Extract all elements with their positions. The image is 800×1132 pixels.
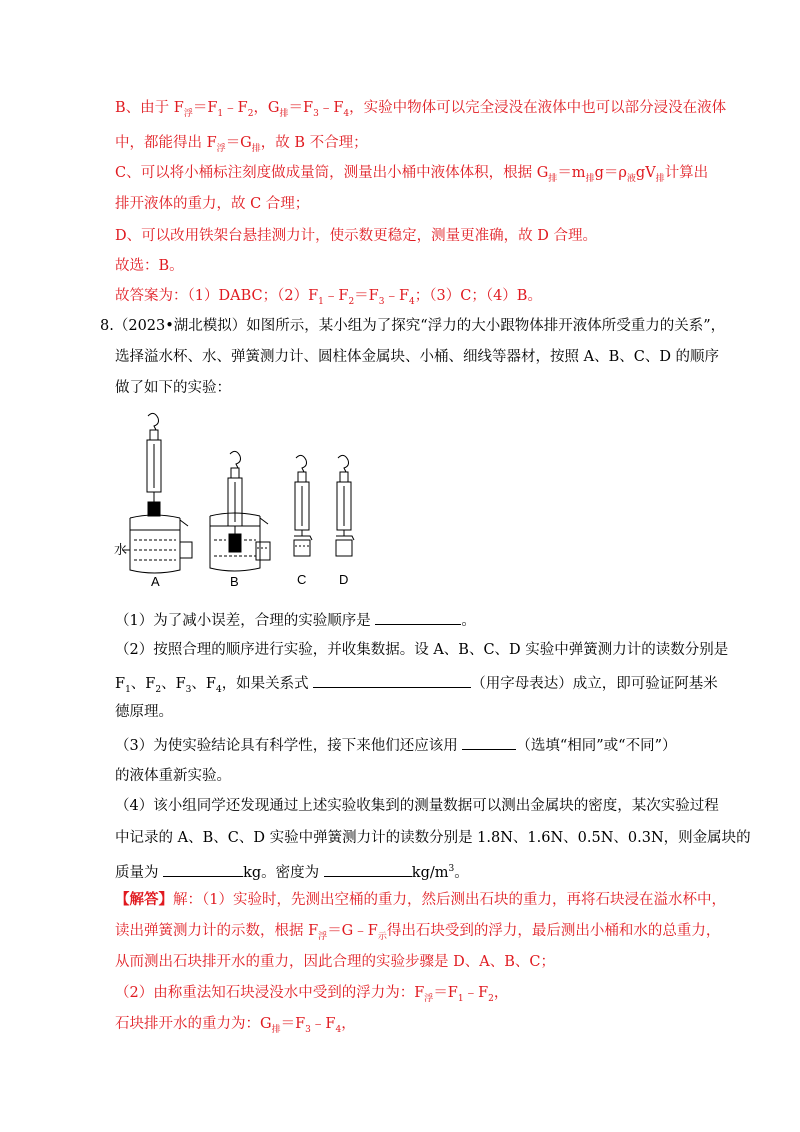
subscript: 3 bbox=[185, 684, 192, 695]
subscript: 排 bbox=[279, 108, 289, 119]
water-label: 水 bbox=[114, 542, 128, 557]
question-part2-line1: （2）按照合理的顺序进行实验，并收集数据。设 A、B、C、D 实验中弹簧测力计的读数分别是 bbox=[115, 642, 729, 658]
question-line3: 做了如下的实验： bbox=[115, 380, 231, 396]
text: ﹣F bbox=[463, 985, 489, 1001]
question-line1 bbox=[100, 316, 725, 336]
text: ，实验中物体可以完全浸没在液体中也可以部分浸没在液体 bbox=[349, 100, 727, 116]
text: kg/m bbox=[411, 864, 449, 881]
subscript: 4 bbox=[343, 108, 350, 119]
subscript: 4 bbox=[335, 1024, 342, 1035]
text: ＝F bbox=[433, 985, 458, 1001]
text: ＝F bbox=[280, 1016, 306, 1032]
subscript: 3 bbox=[313, 108, 319, 119]
text: 、F bbox=[191, 676, 216, 692]
text: 得出石块受到的浮力，最后测出小桶和水的总重力， bbox=[386, 923, 721, 939]
text: 故答案为：（1）DABC；（2）F bbox=[115, 288, 319, 304]
text: gV bbox=[635, 165, 656, 181]
answer-option-d: D、可以改用铁架台悬挂测力计，使示数更稳定，测量更准确，故 D 合理。 bbox=[115, 228, 597, 244]
setup-d bbox=[336, 455, 354, 556]
question-part2-line2 bbox=[115, 672, 718, 700]
text: 。 bbox=[454, 864, 469, 881]
solution-line1 bbox=[115, 890, 726, 910]
text: B、由于 F bbox=[115, 100, 184, 116]
text: ， bbox=[341, 1016, 356, 1032]
solution-line3: 从而测出石块排开水的重力，因此合理的实验步骤是 D、A、B、C； bbox=[115, 954, 555, 970]
subscript: 4 bbox=[215, 684, 222, 695]
text: 、F bbox=[130, 676, 156, 692]
text: kg。密度为 bbox=[243, 864, 320, 881]
subscript: 2 bbox=[488, 993, 494, 1004]
question-part3-line2: 的液体重新实验。 bbox=[115, 768, 231, 784]
answer-option-c-line1 bbox=[115, 163, 708, 189]
subscript: 排 bbox=[548, 173, 558, 184]
question-line2: 选择溢水杯、水、弹簧测力计、圆柱体金属块、小桶、细线等器材，按照 A、B、C、D 的顺序 bbox=[115, 349, 720, 365]
text: （2）由称重法知石块浸没水中受到的浮力为：F bbox=[115, 985, 425, 1001]
subscript: 4 bbox=[409, 296, 415, 307]
subscript: 液 bbox=[626, 173, 636, 184]
answer-final bbox=[115, 286, 542, 312]
question-part3-line1 bbox=[115, 734, 677, 756]
answer-option-b-line1 bbox=[115, 98, 726, 124]
subscript: 排 bbox=[655, 173, 665, 184]
experiment-diagram bbox=[112, 408, 372, 594]
solution-tag: 【解答】 bbox=[115, 891, 173, 908]
subscript: 浮 bbox=[216, 143, 226, 154]
subscript: 2 bbox=[348, 296, 355, 307]
subscript: 排 bbox=[251, 143, 261, 154]
answer-option-b-line2 bbox=[115, 133, 368, 159]
solution-line5 bbox=[115, 1014, 356, 1040]
subscript: 1 bbox=[125, 684, 131, 695]
text: （用字母表达）成立，即可验证阿基米 bbox=[471, 676, 718, 692]
subscript: 排 bbox=[271, 1024, 281, 1035]
text: ＝F bbox=[288, 100, 314, 116]
text: 中，都能得出 F bbox=[115, 135, 217, 151]
text: ，如果关系式 bbox=[221, 676, 309, 692]
text: 计算出 bbox=[664, 165, 709, 181]
subscript: 2 bbox=[247, 108, 254, 119]
text: ＝F bbox=[192, 100, 218, 116]
subscript: 1 bbox=[457, 993, 464, 1004]
text: （2023•湖北模拟）如图所示，某小组为了探究“浮力的大小跟物体排开液体所受重力的关系”， bbox=[113, 318, 726, 334]
solution-line2 bbox=[115, 921, 720, 947]
text: （3）为使实验结论具有科学性，接下来他们还应该用 bbox=[115, 738, 458, 754]
text: ＝F bbox=[354, 288, 379, 304]
figure-label-c: C bbox=[297, 572, 307, 587]
solution-line4 bbox=[115, 983, 508, 1009]
text: ﹣F bbox=[223, 100, 248, 116]
text: g＝ρ bbox=[594, 165, 627, 181]
question-part4-line3 bbox=[115, 859, 469, 883]
answer-blank-3[interactable] bbox=[462, 734, 516, 750]
answer-blank-2[interactable] bbox=[313, 672, 471, 688]
text: 质量为 bbox=[115, 864, 159, 881]
subscript: 3 bbox=[378, 296, 385, 307]
superscript: 3 bbox=[448, 864, 455, 874]
figure-label-d: D bbox=[339, 572, 349, 587]
question-part4-line1: （4）该小组同学还发现通过上述实验收集到的测量数据可以测出金属块的密度，某次实验过程 bbox=[115, 798, 719, 814]
question-part2-line3: 德原理。 bbox=[115, 704, 173, 720]
text: ﹣F bbox=[323, 288, 349, 304]
text: F bbox=[115, 676, 126, 692]
subscript: 排 bbox=[585, 173, 595, 184]
text: ﹣F bbox=[310, 1016, 336, 1032]
question-part1 bbox=[115, 609, 476, 631]
subscript: 3 bbox=[305, 1024, 311, 1035]
subscript: 浮 bbox=[424, 993, 434, 1004]
text: ，故 B 不合理； bbox=[260, 135, 368, 151]
text: 解：（1）实验时，先测出空桶的重力，然后测出石块的重力，再将石块浸在溢水杯中， bbox=[173, 892, 726, 908]
setup-b bbox=[210, 451, 270, 571]
text: （选填“相同”或“不同”） bbox=[516, 738, 677, 754]
setup-a bbox=[122, 413, 192, 573]
question-part4-line2: 中记录的 A、B、C、D 实验中弹簧测力计的读数分别是 1.8N、1.6N、0.5N、0.3N，则金属块的 bbox=[115, 830, 751, 846]
text: （1）为了减小误差，合理的实验顺序是 bbox=[115, 613, 371, 629]
subscript: 浮 bbox=[183, 108, 193, 119]
experiment-figure bbox=[112, 408, 372, 594]
text: ＝G﹣F bbox=[327, 923, 378, 939]
text: ＝m bbox=[557, 165, 586, 181]
text: ， bbox=[493, 985, 509, 1001]
answer-blank-5[interactable] bbox=[324, 861, 412, 877]
subscript: 浮 bbox=[318, 931, 328, 942]
answer-option-c-line2: 排开液体的重力，故 C 合理； bbox=[115, 196, 310, 212]
text: ﹣F bbox=[318, 100, 344, 116]
answer-blank-4[interactable] bbox=[163, 861, 243, 877]
text: ；（3）C；（4）B。 bbox=[414, 288, 542, 304]
subscript: 示 bbox=[377, 931, 387, 942]
text: ，G bbox=[253, 100, 280, 116]
subscript: 1 bbox=[217, 108, 224, 119]
setup-c bbox=[294, 455, 312, 556]
text: 读出弹簧测力计的示数，根据 F bbox=[115, 923, 319, 939]
subscript: 1 bbox=[318, 296, 324, 307]
text: C、可以将小桶标注刻度做成量筒，测量出小桶中液体体积，根据 G bbox=[115, 165, 549, 181]
figure-label-b: B bbox=[230, 574, 239, 589]
figure-label-a: A bbox=[151, 574, 160, 589]
text: 。 bbox=[461, 613, 476, 629]
answer-choose: 故选：B。 bbox=[115, 258, 184, 274]
text: 、F bbox=[161, 676, 186, 692]
text: ﹣F bbox=[384, 288, 410, 304]
answer-blank-1[interactable] bbox=[375, 609, 461, 625]
text: 石块排开水的重力为：G bbox=[115, 1016, 272, 1032]
text: ＝G bbox=[225, 135, 252, 151]
subscript: 2 bbox=[155, 684, 162, 695]
question-number: 8. bbox=[100, 318, 114, 334]
